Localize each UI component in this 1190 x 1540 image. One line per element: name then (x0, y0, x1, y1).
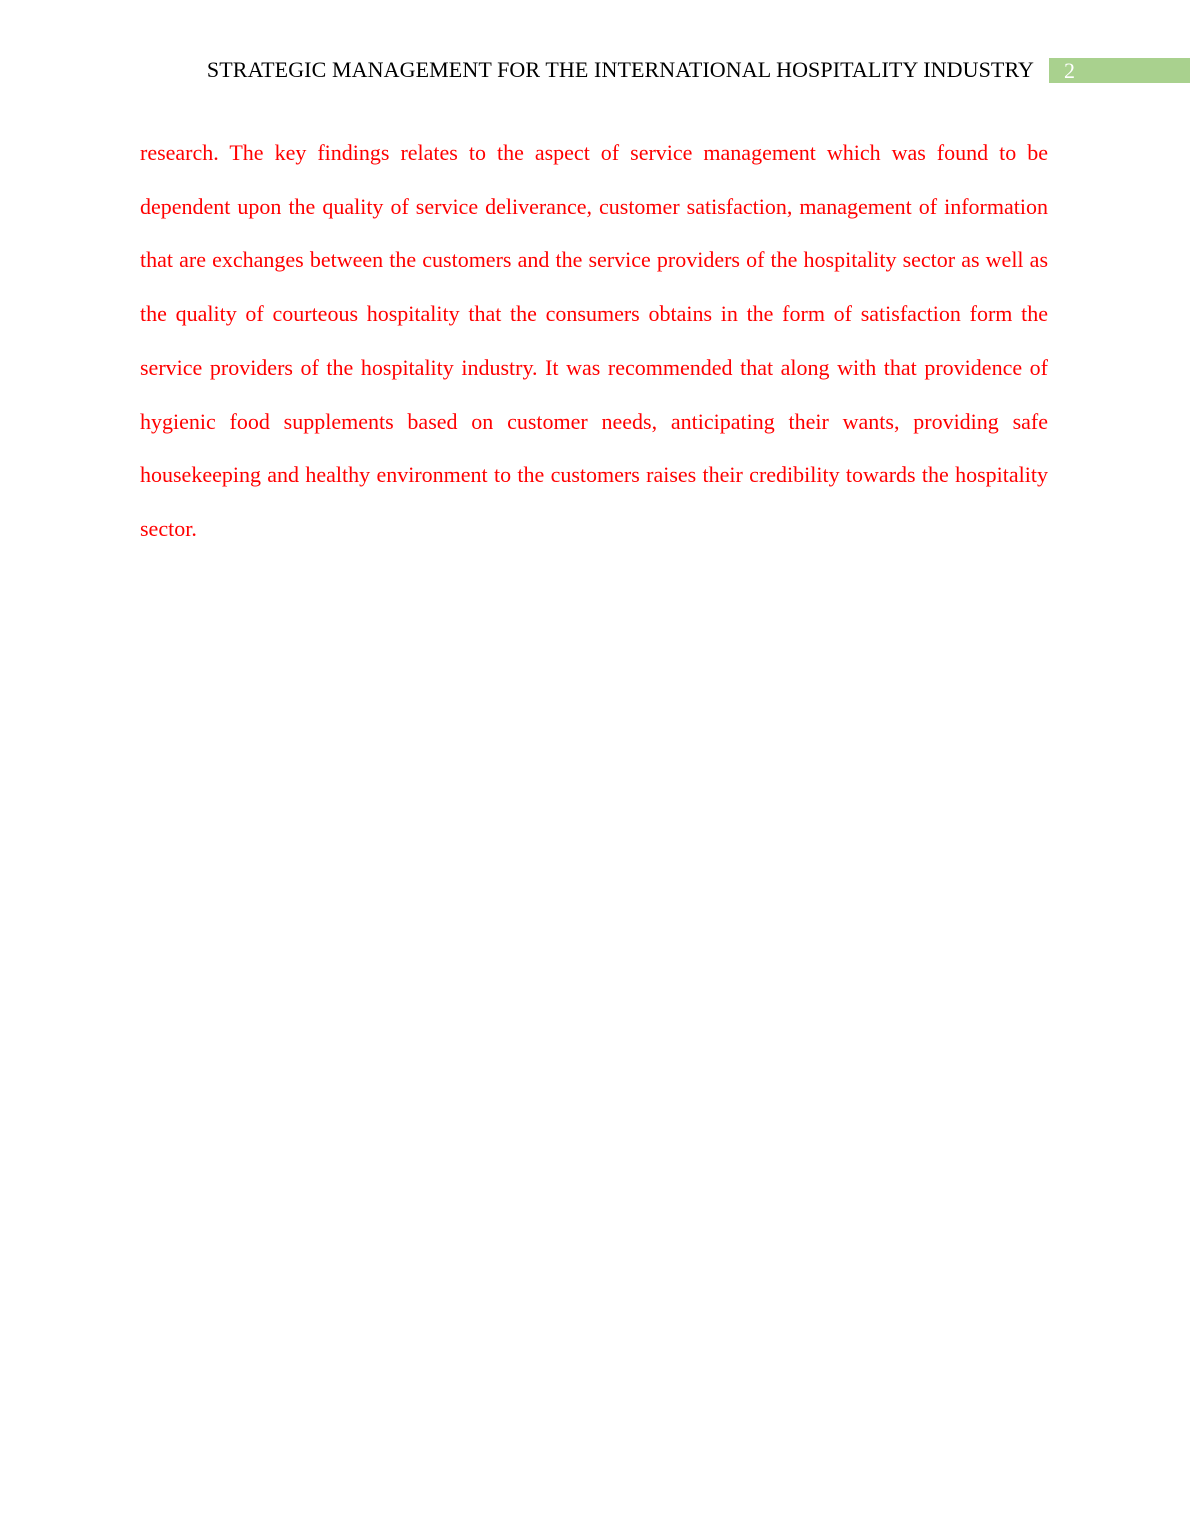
body-paragraph: research. The key findings relates to the aspect of service management which was found to be dependent upon the quality of service deliverance, customer satisfaction, management of information that are exchanges between the customers and the service providers of the hospitality sector as well as the quality of courteous hospitality that the consumers obtains in the form of satisfaction form the service providers of the hospitality industry. It was recommended that along with that providence of hygienic food supplements based on customer needs, anticipating their wants, providing safe housekeeping and healthy environment to the customers raises their credibility towards the hospitality sector. (140, 140, 1048, 541)
page-number-badge (1049, 58, 1190, 83)
running-head-title: STRATEGIC MANAGEMENT FOR THE INTERNATIONAL HOSPITALITY INDUSTRY (206, 57, 1034, 82)
page-number: 2 (1064, 58, 1075, 83)
page-header (0, 55, 1190, 85)
